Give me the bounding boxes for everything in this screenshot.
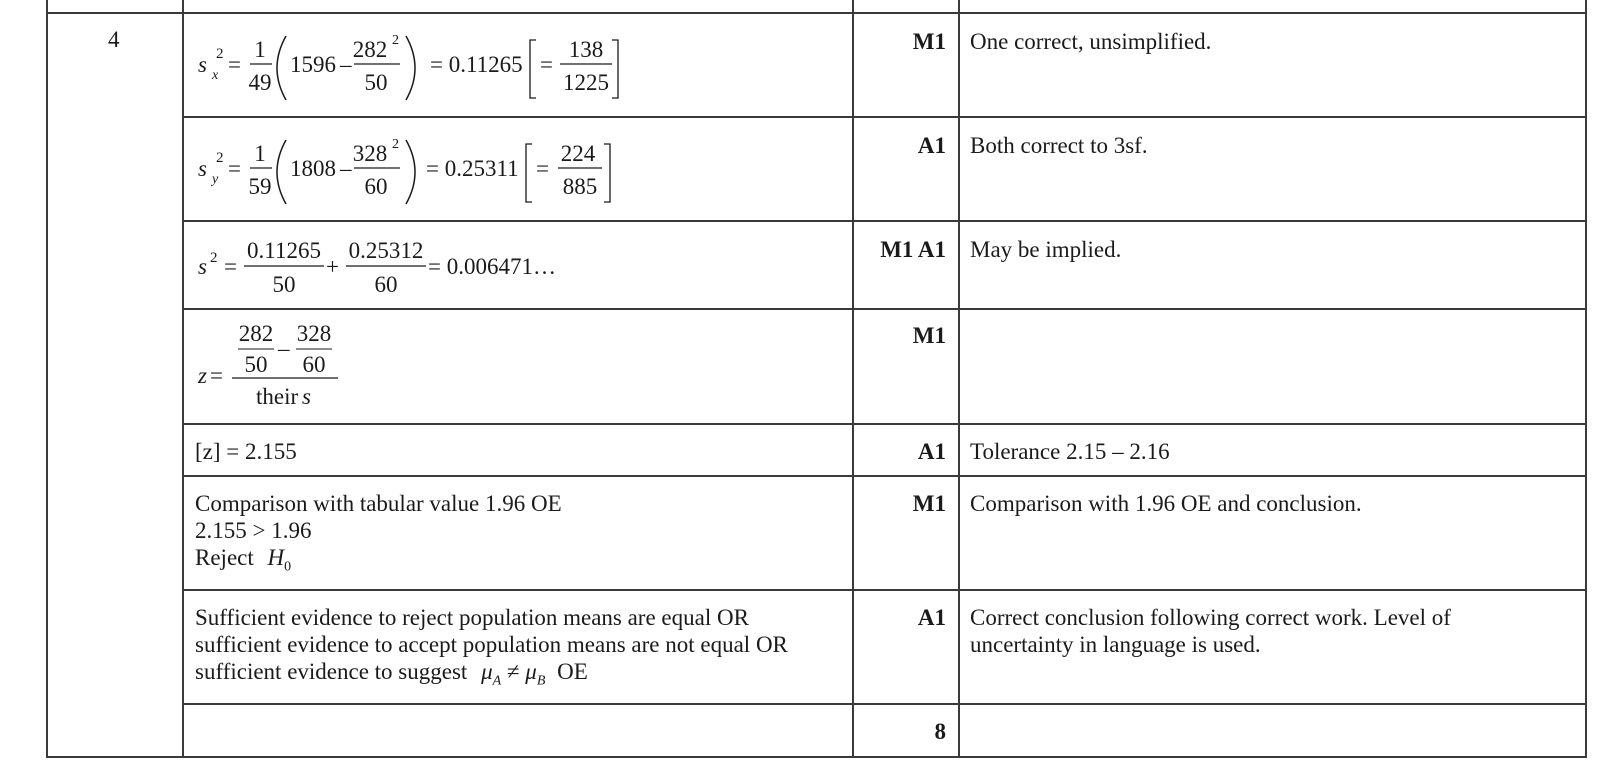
z-formula [194, 318, 394, 424]
svg-text:=: = [536, 156, 549, 181]
svg-text:z: z [198, 363, 207, 388]
svg-text:1: 1 [254, 141, 266, 166]
mark-z: M1 [912, 323, 946, 348]
svg-text:328: 328 [296, 321, 332, 346]
svg-text:s: s [198, 156, 207, 181]
col-line-marks [958, 0, 960, 758]
conclusion-line-2: sufficient evidence to accept population means are not equal OR [195, 632, 788, 657]
svg-text:50: 50 [272, 272, 296, 297]
svg-text:328: 328 [352, 141, 388, 166]
svg-text:s: s [198, 254, 207, 279]
svg-text:s: s [198, 52, 207, 77]
svg-text:1225: 1225 [563, 70, 609, 95]
sy2-formula [194, 134, 634, 218]
svg-text:= 0.006471…: = 0.006471… [428, 254, 556, 279]
mark-compare: M1 [912, 491, 946, 516]
guidance-sx2: One correct, unsimplified. [970, 29, 1212, 54]
svg-text:282: 282 [352, 37, 388, 62]
svg-text:138: 138 [568, 37, 604, 62]
svg-text:59: 59 [248, 174, 272, 199]
comparison-line-2: 2.155 > 1.96 [195, 518, 312, 543]
guidance-compare: Comparison with 1.96 OE and conclusion. [970, 491, 1362, 516]
mark-s2: M1 A1 [880, 237, 946, 262]
svg-text:s: s [302, 384, 311, 409]
mu-a: μ [481, 659, 493, 684]
s2-formula [194, 234, 594, 308]
svg-text:= 0.11265: = 0.11265 [430, 52, 523, 77]
svg-text:=: = [540, 52, 553, 77]
svg-text:2: 2 [210, 250, 218, 266]
mark-zval: A1 [917, 439, 946, 464]
conclusion-line-1: Sufficient evidence to reject population means are equal OR [195, 605, 749, 630]
h-symbol: H [267, 545, 285, 570]
row-divider-2 [182, 220, 1586, 222]
mu-b-sub: B [536, 673, 546, 689]
svg-text:2: 2 [216, 150, 224, 166]
oe-text: OE [557, 659, 588, 684]
suggest-text: sufficient evidence to suggest [195, 659, 468, 684]
row-divider-5 [182, 475, 1586, 477]
svg-text:=: = [228, 156, 241, 181]
row-divider-3 [182, 308, 1586, 310]
guidance-s2: May be implied. [970, 237, 1122, 262]
reject-text: Reject [195, 545, 254, 570]
svg-text:=: = [224, 254, 237, 279]
guidance-conclusion-line-2: uncertainty in language is used. [970, 632, 1261, 657]
svg-text:1: 1 [254, 37, 266, 62]
col-line-right [1585, 0, 1587, 758]
h-subscript: 0 [284, 559, 292, 575]
svg-text:50: 50 [364, 70, 388, 95]
mark-conclusion: A1 [917, 605, 946, 630]
question-number: 4 [108, 27, 120, 52]
svg-text:x: x [212, 68, 219, 83]
table-border-bottom [46, 756, 1587, 758]
svg-text:1808: 1808 [290, 156, 336, 181]
svg-text:60: 60 [374, 272, 398, 297]
svg-text:60: 60 [302, 352, 326, 377]
mu-b: μ [525, 659, 537, 684]
svg-text:their: their [256, 384, 299, 409]
svg-text:=: = [228, 52, 241, 77]
mark-sx2: M1 [912, 29, 946, 54]
col-line-question [182, 0, 184, 758]
svg-text:224: 224 [560, 141, 596, 166]
guidance-zval: Tolerance 2.15 – 2.16 [970, 439, 1170, 464]
total-mark: 8 [934, 719, 946, 744]
svg-text:=: = [210, 363, 223, 388]
svg-text:+: + [326, 254, 339, 279]
mark-sy2: A1 [917, 133, 946, 158]
guidance-conclusion-line-1: Correct conclusion following correct work. Level of [970, 605, 1451, 630]
comparison-line-1: Comparison with tabular value 1.96 OE [195, 491, 562, 516]
comparison-line-3 [195, 544, 291, 581]
svg-text:–: – [278, 336, 290, 361]
sx2-formula [194, 30, 634, 114]
svg-text:2: 2 [216, 46, 224, 62]
table-border-top [46, 12, 1586, 14]
col-line-left [46, 0, 48, 758]
guidance-sy2: Both correct to 3sf. [970, 133, 1148, 158]
svg-text:–: – [340, 156, 352, 181]
svg-text:60: 60 [364, 174, 388, 199]
svg-text:49: 49 [248, 70, 272, 95]
svg-text:885: 885 [562, 174, 598, 199]
svg-text:50: 50 [244, 352, 268, 377]
z-value: [z] = 2.155 [195, 439, 297, 464]
col-line-answer [852, 0, 854, 758]
row-divider-1 [182, 116, 1586, 118]
neq-symbol: ≠ [506, 659, 520, 684]
svg-text:1596: 1596 [290, 52, 336, 77]
svg-text:y: y [212, 172, 219, 187]
svg-text:2: 2 [392, 33, 399, 48]
svg-text:–: – [340, 52, 352, 77]
conclusion-line-3 [195, 658, 588, 695]
row-divider-7 [182, 703, 1586, 705]
svg-text:= 0.25311: = 0.25311 [426, 156, 519, 181]
svg-text:0.25312: 0.25312 [348, 238, 424, 263]
svg-text:2: 2 [392, 137, 399, 152]
mu-a-sub: A [492, 673, 502, 689]
svg-text:282: 282 [238, 321, 274, 346]
svg-text:0.11265: 0.11265 [247, 238, 321, 263]
row-divider-6 [182, 589, 1586, 591]
